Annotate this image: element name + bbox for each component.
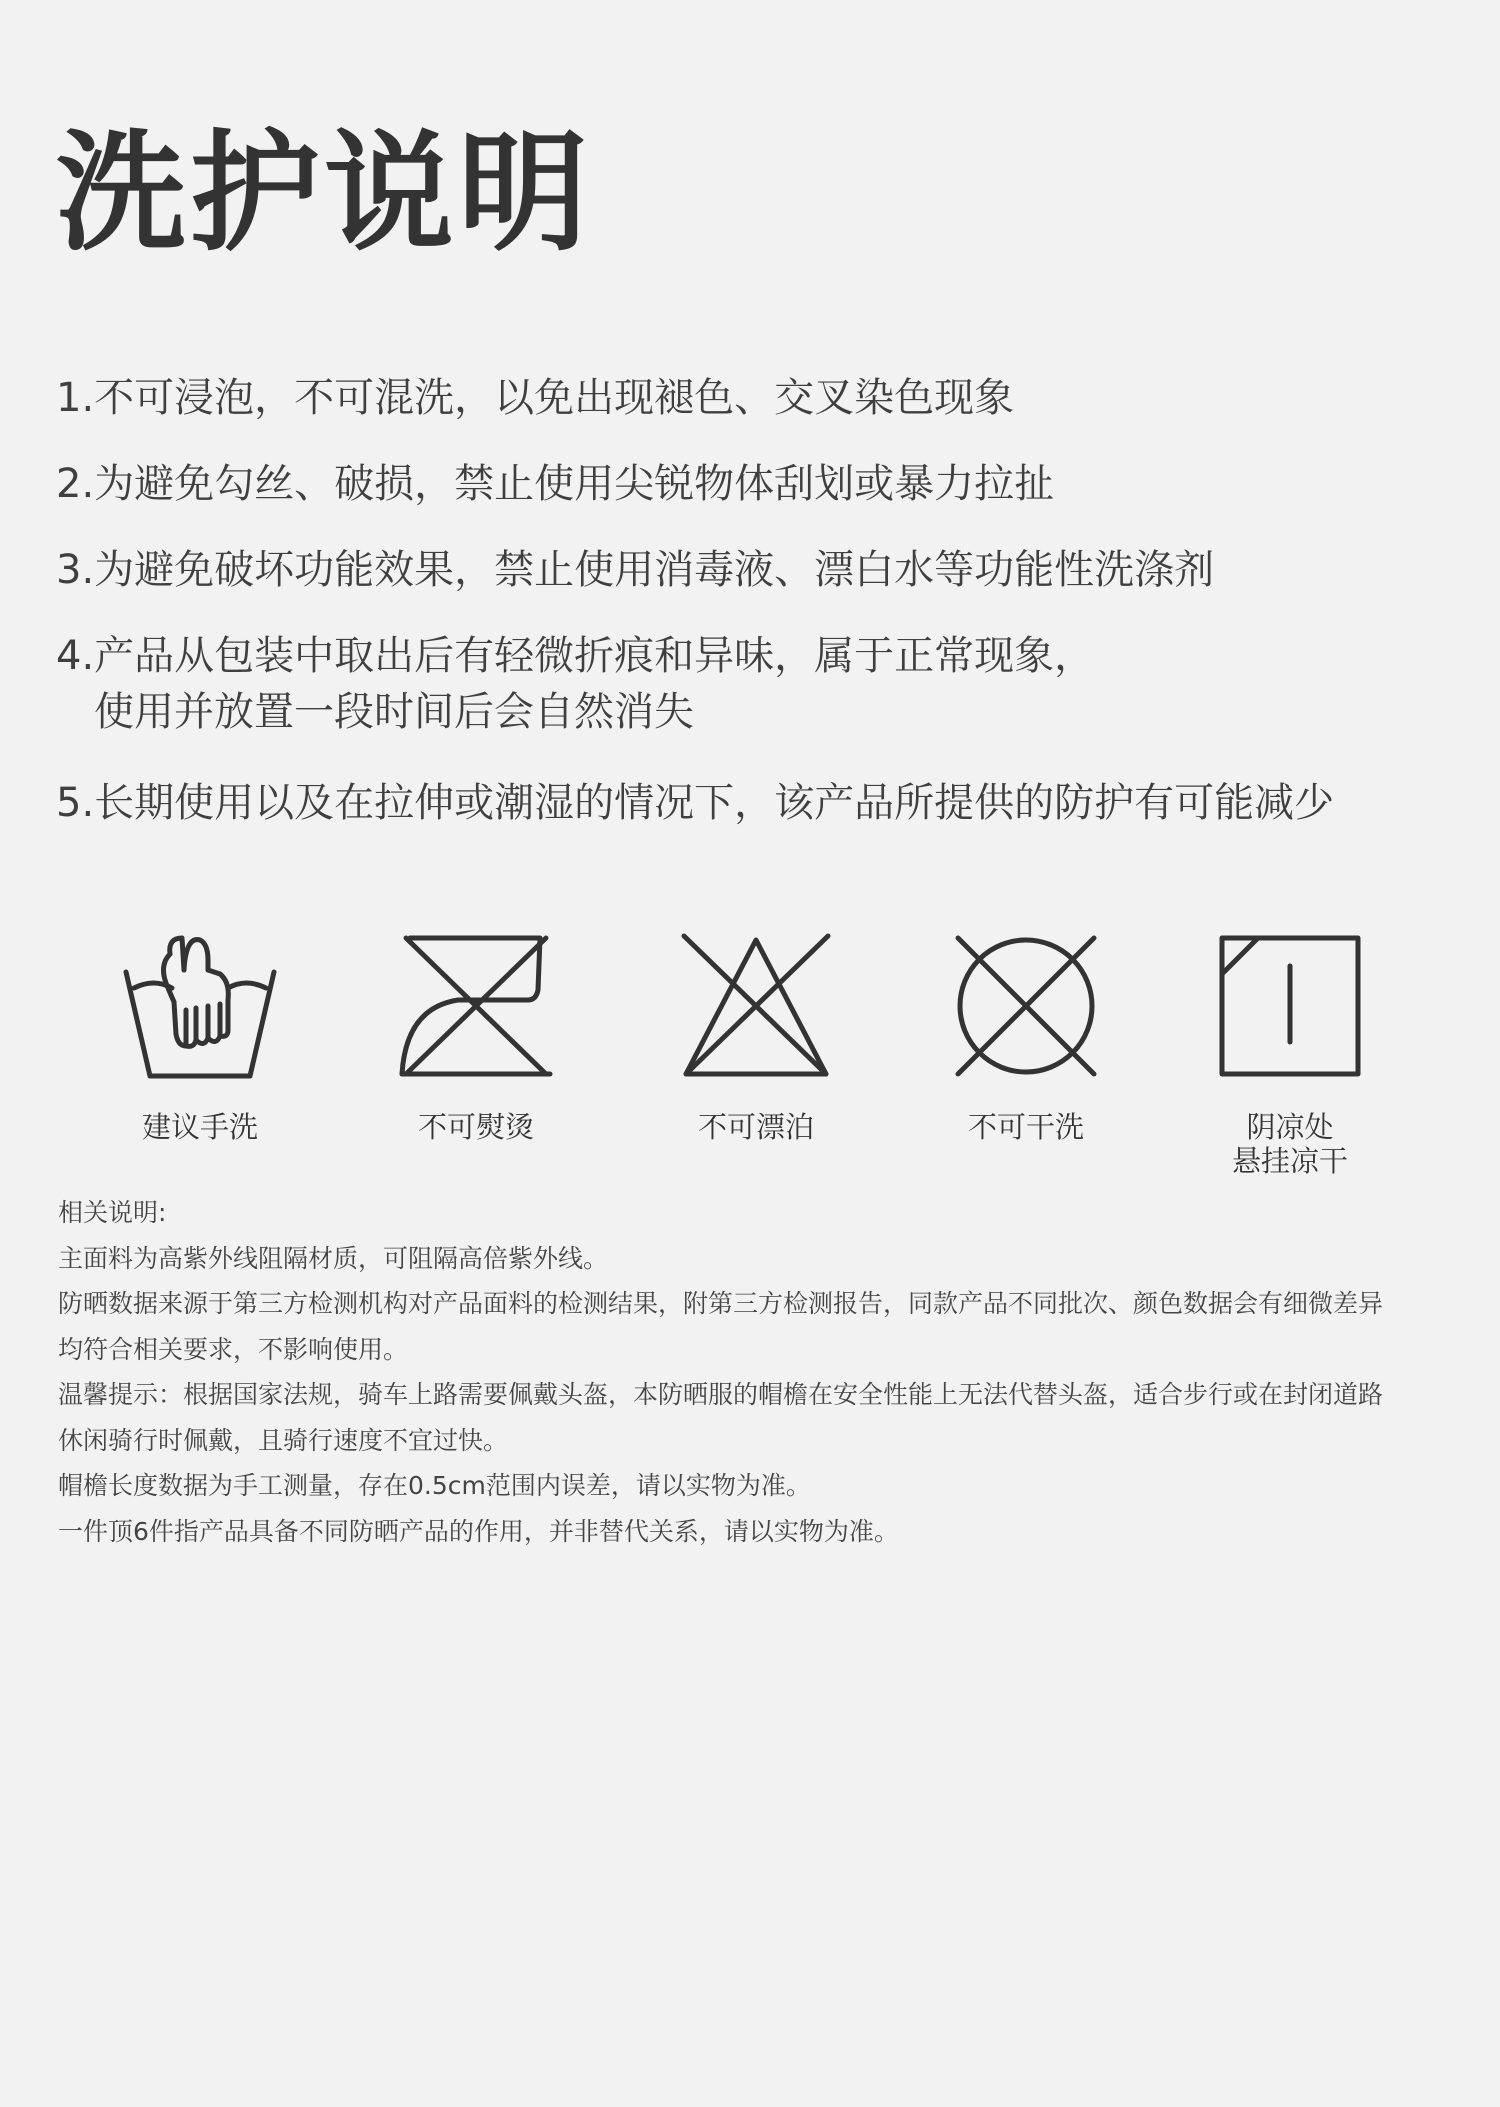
symbol-label bbox=[1180, 1110, 1400, 1178]
care-symbols-row bbox=[0, 930, 1500, 1178]
symbol-no-dry-clean bbox=[916, 930, 1136, 1144]
instruction-item bbox=[56, 542, 1214, 598]
symbol-no-iron bbox=[366, 930, 586, 1144]
instruction-text: 不可浸泡，不可混洗，以免出现褪色、交叉染色现象 bbox=[94, 375, 1015, 421]
symbol-label-line: 阴凉处 bbox=[1246, 1110, 1334, 1144]
symbol-label: 不可漂泊 bbox=[697, 1110, 814, 1144]
symbol-line-dry-shade bbox=[1180, 930, 1400, 1178]
instruction-text: 为避免破坏功能效果，禁止使用消毒液、漂白水等功能性洗涤剂 bbox=[94, 547, 1215, 593]
no-iron-icon bbox=[396, 930, 556, 1080]
instruction-number: 1. bbox=[56, 375, 95, 421]
instruction-text-continued: 使用并放置一段时间后会自然消失 bbox=[94, 689, 694, 735]
instruction-number: 5. bbox=[56, 780, 95, 826]
instruction-item bbox=[56, 628, 1094, 740]
instruction-text: 为避免勾丝、破损，禁止使用尖锐物体刮划或暴力拉扯 bbox=[94, 461, 1055, 507]
instruction-number: 4. bbox=[56, 633, 95, 679]
note-line: 主面料为高紫外线阻隔材质，可阻隔高倍紫外线。 bbox=[58, 1243, 609, 1273]
symbol-label: 不可干洗 bbox=[967, 1110, 1084, 1144]
no-bleach-icon bbox=[676, 930, 836, 1080]
instruction-number: 2. bbox=[56, 461, 95, 507]
note-line: 防晒数据来源于第三方检测机构对产品面料的检测结果，附第三方检测报告，同款产品不同批次、颜色数据会有细微差异 bbox=[58, 1289, 1384, 1318]
notes-heading: 相关说明: bbox=[58, 1198, 167, 1227]
no-dry-clean-icon bbox=[946, 930, 1106, 1080]
instruction-item bbox=[56, 456, 1054, 512]
line-dry-shade-icon bbox=[1210, 930, 1370, 1080]
related-notes bbox=[58, 1190, 1478, 1554]
hand-wash-icon bbox=[120, 930, 280, 1080]
note-line: 均符合相关要求，不影响使用。 bbox=[58, 1334, 409, 1364]
symbol-label: 建议手洗 bbox=[141, 1110, 258, 1144]
page-title: 洗护说明 bbox=[56, 117, 593, 269]
instruction-item bbox=[56, 775, 1334, 831]
instruction-item bbox=[56, 370, 1014, 426]
instruction-text: 长期使用以及在拉伸或潮湿的情况下，该产品所提供的防护有可能减少 bbox=[94, 780, 1335, 826]
note-line: 休闲骑行时佩戴，且骑行速度不宜过快。 bbox=[58, 1425, 509, 1455]
instruction-number: 3. bbox=[56, 547, 95, 593]
note-line: 帽檐长度数据为手工测量，存在0.5cm范围内误差，请以实物为准。 bbox=[58, 1471, 811, 1500]
symbol-hand-wash bbox=[90, 930, 310, 1144]
symbol-no-bleach bbox=[646, 930, 866, 1144]
note-line: 一件顶6件指产品具备不同防晒产品的作用，并非替代关系，请以实物为准。 bbox=[58, 1516, 899, 1546]
symbol-label: 不可熨烫 bbox=[417, 1110, 534, 1144]
instruction-text: 产品从包装中取出后有轻微折痕和异味，属于正常现象， bbox=[94, 633, 1095, 679]
note-line: 温馨提示：根据国家法规，骑车上路需要佩戴头盔，本防晒服的帽檐在安全性能上无法代替头盔，适合步行或在封闭道路 bbox=[58, 1380, 1384, 1409]
symbol-label-line: 悬挂凉干 bbox=[1231, 1144, 1348, 1178]
